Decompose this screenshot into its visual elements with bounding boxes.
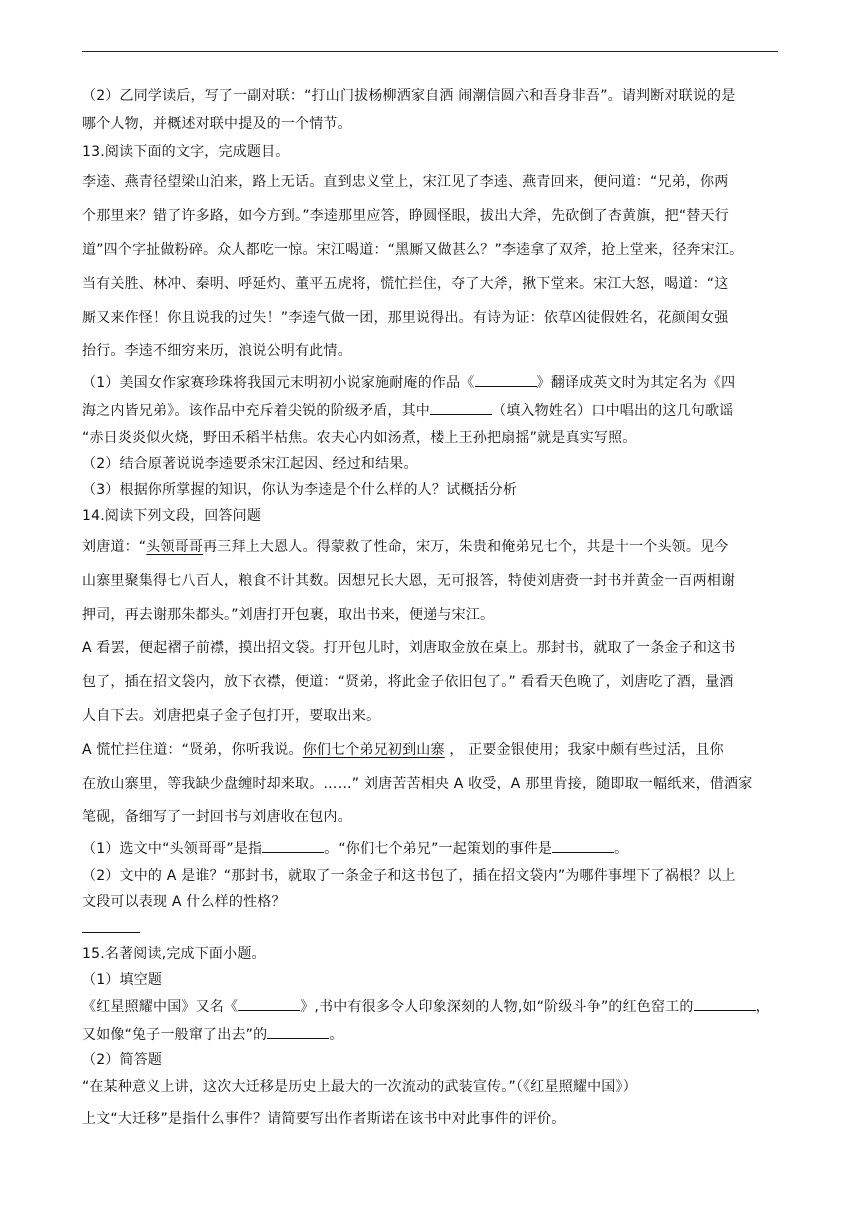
text-segment: A 慌忙拦住道：“贤弟，你听我说。 [82, 742, 303, 758]
q13-heading: 13.阅读下面的文字，完成题目。 [82, 144, 290, 160]
q15-part2-question: 上文“大迁移”是指什么事件？请简要写出作者斯诺在该书中对此事件的评价。 [82, 1111, 566, 1127]
q15-part1-line2 [82, 1024, 344, 1045]
q13-part1-line3: “赤日炎炎似火烧，野田禾稻半枯焦。农夫心内如汤煮，楼上王孙把扇摇”就是真实写照。 [82, 430, 637, 446]
q13-passage-line5: 厮又来作怪！你且说我的过失！”李逵气做一团，那里说得出。有诗为证：依草凶徒假姓名，花颜闺女强 [82, 310, 729, 326]
q14-part2-line1: （2）文中的 A 是谁？“那封书，就取了一条金子和这书包了，插在招文袋内”为哪件事埋下了祸根？以上 [82, 868, 736, 884]
underlined-phrase: 你们七个弟兄初到山寨 [302, 742, 445, 758]
answer-blank[interactable] [475, 372, 537, 387]
text-segment: 海之内皆兄弟》。该作品中充斥着尖锐的阶级矛盾，其中 [82, 403, 430, 419]
q14-passage-line3: 押司，再去谢那朱都头。”刘唐打开包裹，取出书来，便递与宋江。 [82, 607, 495, 623]
text-segment: 《红星照耀中国》又名《 [82, 999, 239, 1015]
answer-blank[interactable] [267, 1024, 329, 1039]
q12-part2-line2: 哪个人物，并概述对联中提及的一个情节。 [82, 116, 352, 132]
answer-blank[interactable] [694, 996, 756, 1011]
text-segment: 》,书中有很多令人印象深刻的人物,如“阶级斗争”的红色窑工的 [300, 999, 694, 1015]
q15-part1-title: （1）填空题 [82, 972, 163, 988]
q13-passage-line1: 李逵、燕青径望梁山泊来，路上无话。直到忠义堂上，宋江见了李逵、燕青回来，便问道：“兄弟，你两 [82, 174, 729, 190]
q14-passage-line4: A 看罢，便起褶子前襟，摸出招文袋。打开包儿时，刘唐取金放在桌上。那封书，就取了一条金子和这书 [82, 640, 736, 656]
answer-blank[interactable] [238, 996, 300, 1011]
text-segment: 》翻译成英文时为其定名为《四 [536, 375, 736, 391]
q14-passage-line8: 在放山寨里，等我缺少盘缠时却来取。……” 刘唐苦苦相央 A 收受，A 那里肯接，随即取一幅纸来，借酒家 [82, 776, 753, 792]
header-rule [82, 51, 778, 52]
q14-answer-line [82, 918, 140, 939]
q14-passage-line6: 人自下去。刘唐把桌子金子包打开，要取出来。 [82, 708, 381, 724]
answer-blank[interactable] [262, 838, 324, 853]
q13-part1-line2 [82, 400, 733, 421]
text-segment: 再三拜上大恩人。得蒙救了性命，宋万，朱贵和俺弟兄七个，共是十一个头领。见今 [203, 539, 729, 555]
text-segment: 刘唐道：“ [82, 539, 147, 555]
q14-passage-line5: 包了，插在招文袋内，放下衣襟，便道：“贤弟，将此金子依旧包了。” 看看天色晚了，刘唐吃了酒，量酒 [82, 674, 734, 690]
answer-blank[interactable] [552, 838, 614, 853]
text-segment: ， 正要金银使用；我家中颇有些过活，且你 [444, 742, 724, 758]
q12-part2-line1: （2）乙同学读后，写了一副对联：“打山门拔杨柳洒家自洒 闹潮信圆六和吾身非吾”。请判断对联说的是 [82, 88, 736, 104]
q15-part1-line1 [82, 996, 770, 1017]
q14-passage-line7 [82, 740, 724, 760]
q13-passage-line2: 个那里来？错了许多路，如今方到。”李逵那里应答，睁圆怪眼，拔出大斧，先砍倒了杏黄旗，把“替天行 [82, 208, 729, 224]
text-segment: ， [755, 999, 770, 1015]
text-segment: 又如像“兔子一般窜了出去”的 [82, 1027, 268, 1043]
q14-passage-line1 [82, 537, 728, 557]
answer-blank[interactable] [430, 400, 492, 415]
text-segment: 。 [614, 841, 629, 857]
q14-part2-line2: 文段可以表现 A 什么样的性格？ [82, 894, 286, 910]
q14-passage-line2: 山寨里聚集得七八百人，粮食不计其数。因想兄长大恩，无可报答，特使刘唐赍一封书并黄金一百两相谢 [82, 573, 736, 589]
answer-blank[interactable] [82, 918, 140, 933]
q13-part3: （3）根据你所掌握的知识，你认为李逵是个什么样的人？试概括分析 [82, 482, 518, 498]
text-segment: （1）选文中“头领哥哥”是指 [82, 841, 263, 857]
text-segment: 。 [329, 1027, 344, 1043]
q13-passage-line4: 当有关胜、林冲、秦明、呼延灼、董平五虎将，慌忙拦住，夺了大斧，揪下堂来。宋江大怒，喝道：“这 [82, 276, 729, 292]
q15-part2-title: （2）简答题 [82, 1052, 163, 1068]
q14-passage-line9: 笔砚，备细写了一封回书与刘唐收在包内。 [82, 809, 352, 825]
q15-heading: 15.名著阅读,完成下面小题。 [82, 946, 266, 962]
q14-part1 [82, 838, 628, 859]
underlined-phrase: 头领哥哥 [146, 539, 204, 555]
q13-passage-line3: 道”四个字扯做粉碎。众人都吃一惊。宋江喝道：“黑厮又做甚么？”李逵拿了双斧，抢上堂来，径奔宋江。 [82, 242, 744, 258]
q13-passage-line6: 抬行。李逵不细穷来历，浪说公明有此情。 [82, 343, 352, 359]
q15-part2-quote: “在某种意义上讲，这次大迁移是历史上最大的一次流动的武装宣传。”（《红星照耀中国》） [82, 1079, 637, 1095]
text-segment: 。“你们七个弟兄”一起策划的事件是 [324, 841, 553, 857]
text-segment: （1）美国女作家赛珍珠将我国元末明初小说家施耐庵的作品《 [82, 375, 475, 391]
q13-part1-line1 [82, 372, 735, 393]
q13-part2: （2）结合原著说说李逵要杀宋江起因、经过和结果。 [82, 456, 418, 472]
text-segment: （填入物姓名）口中唱出的这几句歌谣 [492, 403, 734, 419]
q14-heading: 14.阅读下列文段，回答问题 [82, 508, 262, 524]
